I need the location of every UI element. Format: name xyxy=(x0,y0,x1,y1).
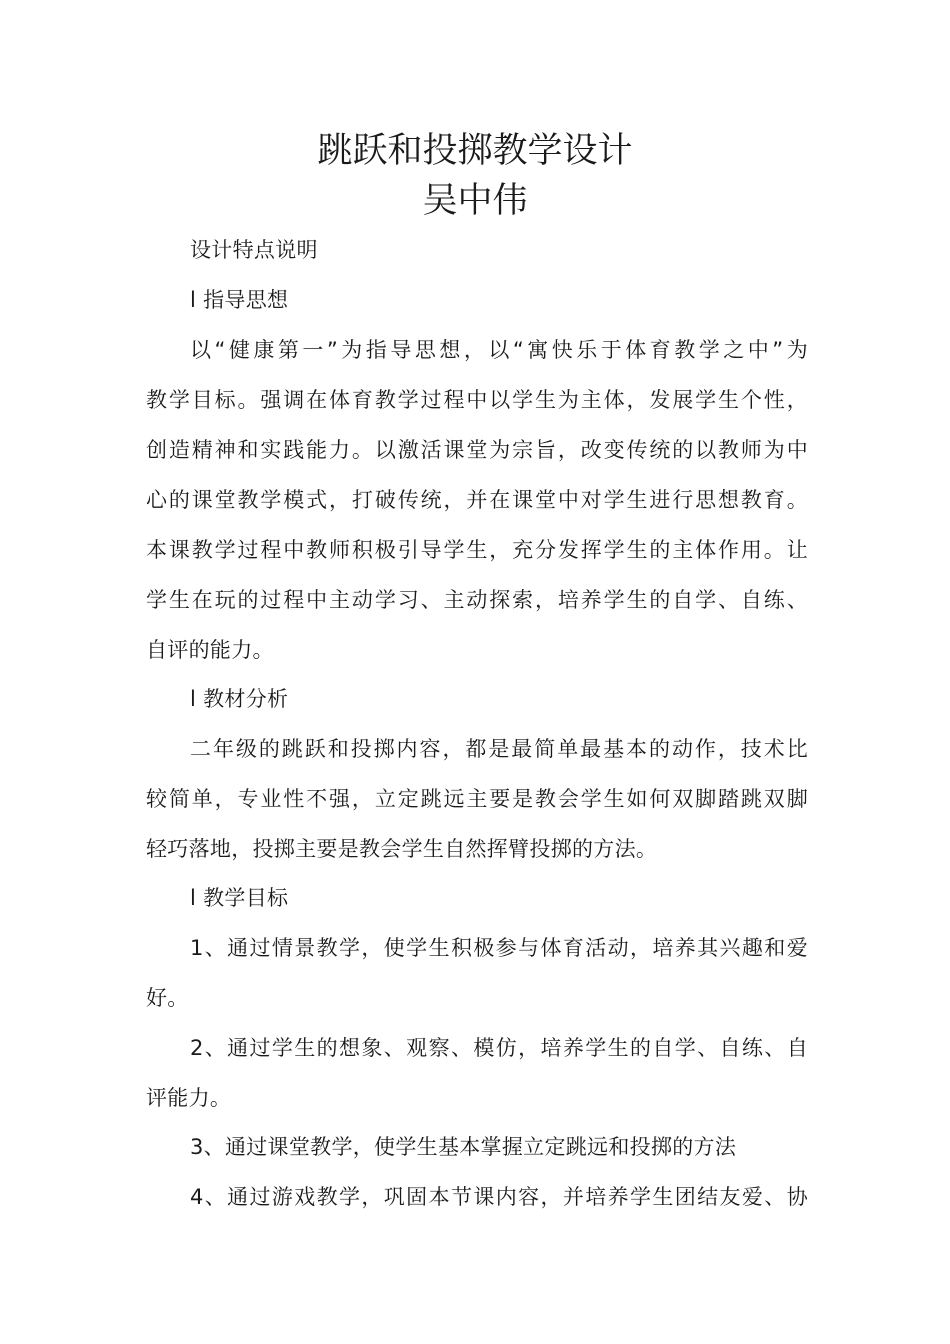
paragraph-line: 教学目标。强调在体育教学过程中以学生为主体，发展学生个性， xyxy=(146,388,808,412)
paragraph-line: 轻巧落地，投掷主要是教会学生自然挥臂投掷的方法。 xyxy=(146,837,658,861)
paragraph-line: 自评的能力。 xyxy=(146,638,274,662)
paragraph-line: 二年级的跳跃和投掷内容，都是最简单最基本的动作，技术比 xyxy=(190,737,808,761)
goal-item: 3、通过课堂教学，使学生基本掌握立定跳远和投掷的方法 xyxy=(190,1135,737,1159)
paragraph-line: 心的课堂教学模式，打破传统，并在课堂中对学生进行思想教育。 xyxy=(146,488,808,512)
paragraph-line: 本课教学过程中教师积极引导学生，充分发挥学生的主体作用。让 xyxy=(146,538,808,562)
heading-teaching-goals: l 教学目标 xyxy=(190,886,289,910)
section-heading: 设计特点说明 xyxy=(190,238,318,262)
paragraph-line: 创造精神和实践能力。以激活课堂为宗旨，改变传统的以教师为中 xyxy=(146,438,808,462)
goal-item: 评能力。 xyxy=(146,1086,232,1110)
goal-item: 2、通过学生的想象、观察、模仿，培养学生的自学、自练、自 xyxy=(190,1036,808,1060)
document-author: 吴中伟 xyxy=(422,181,528,221)
paragraph-line: 学生在玩的过程中主动学习、主动探索，培养学生的自学、自练、 xyxy=(146,588,808,612)
heading-material-analysis: l 教材分析 xyxy=(190,687,289,711)
goal-item: 1、通过情景教学，使学生积极参与体育活动，培养其兴趣和爱 xyxy=(190,936,808,960)
paragraph-line: 以“健康第一”为指导思想，以“寓快乐于体育教学之中”为 xyxy=(190,338,808,362)
paragraph-line: 较简单，专业性不强，立定跳远主要是教会学生如何双脚踏跳双脚 xyxy=(146,787,808,811)
goal-item: 4、通过游戏教学，巩固本节课内容，并培养学生团结友爱、协 xyxy=(190,1185,808,1209)
goal-item: 好。 xyxy=(146,986,189,1010)
document-title: 跳跃和投掷教学设计 xyxy=(317,131,633,171)
heading-guiding-thought: l 指导思想 xyxy=(190,288,289,312)
